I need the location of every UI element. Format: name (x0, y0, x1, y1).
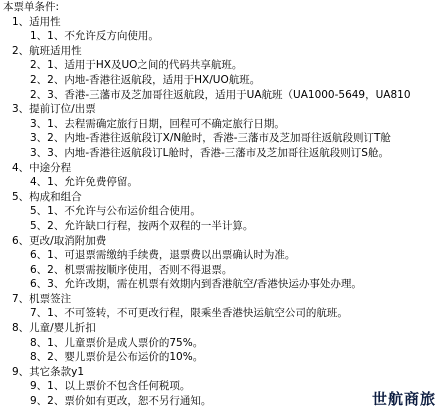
section-heading: 9、其它条款y1 (12, 365, 85, 378)
section-item: 7、1、不可签转，不可更改行程，限乘坐香港快运航空公司的航班。 (30, 307, 348, 320)
section-item: 8、2、婴儿票价是公布运价的10%。 (30, 351, 204, 364)
section-heading: 5、构成和组合 (12, 190, 82, 203)
section-item: 2、1、适用于HX及UO之间的代码共享航班。 (30, 59, 243, 72)
section-heading: 6、更改/取消附加费 (12, 234, 107, 247)
brand-watermark: 世航商旅 (371, 390, 436, 408)
section-item: 6、2、机票需按顺序使用，否则不得退票。 (30, 263, 233, 276)
section-item: 8、1、儿童票价是成人票价的75%。 (30, 336, 204, 349)
section-heading: 1、适用性 (12, 15, 61, 28)
section-item: 9、2、票价如有更改，恕不另行通知。 (30, 395, 212, 408)
section-item: 3、1、去程需确定旅行日期，回程可不确定旅行日期。 (30, 117, 285, 130)
section-item: 4、1、允许免费停留。 (30, 176, 138, 189)
document-title: 本票单条件: (3, 1, 60, 13)
section-item: 1、1、不允许反方向使用。 (30, 30, 159, 43)
section-item: 2、3、香港-三藩市及芝加哥往返航段，适用于UA航班（UA1000-5649，UA810 (30, 88, 411, 101)
section-item: 6、1、可退票需缴纳手续费，退票费以出票确认时为准。 (30, 249, 296, 262)
section-heading: 2、航班适用性 (12, 44, 82, 57)
fare-conditions-document (3, 0, 444, 413)
section-item: 6、3、允许改期，需在机票有效期内到香港航空/香港快运办事处办理。 (30, 278, 362, 291)
section-heading: 7、机票签注 (12, 292, 72, 305)
section-item: 2、2、内地-香港往返航段，适用于HX/UO航班。 (30, 73, 261, 86)
section-item: 9、1、以上票价不包含任何税项。 (30, 380, 191, 393)
section-item: 5、1、不允许与公布运价组合使用。 (30, 205, 201, 218)
section-heading: 4、中途分程 (12, 161, 72, 174)
section-item: 3、3、内地-香港往返航段订L舱时，香港-三藩市及芝加哥往返航段则订S舱。 (30, 146, 389, 159)
section-heading: 8、儿童/婴儿折扣 (12, 322, 96, 335)
section-item: 3、2、内地-香港往返航段订X/N舱时，香港-三藩市及芝加哥往返航段则订T舱 (30, 132, 391, 145)
section-item: 5、2、允许缺口行程，按两个双程的一半计算。 (30, 219, 254, 232)
section-heading: 3、提前订位/出票 (12, 103, 96, 116)
